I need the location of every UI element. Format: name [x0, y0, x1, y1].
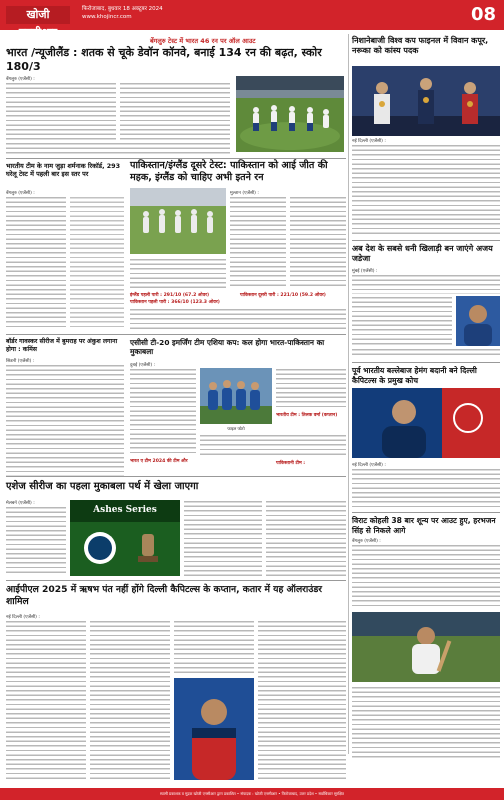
record-list [70, 196, 124, 328]
dateline-web: www.khojincr.com [82, 14, 132, 20]
virat-body [352, 544, 500, 608]
t20-team-label-1: भारत ए टीम 2024 की टीम और [130, 459, 188, 464]
virat-body-bottom [352, 686, 500, 758]
lead-kicker: बेंगलुरु टेस्ट में भारत 46 रन पर ऑल आउट [150, 37, 256, 45]
lead-body-col1 [6, 82, 116, 140]
lead-headline: भारत /न्यूजीलैंड : शतक से चूके डेवॉन कॉनवे, बनाई 134 रन की बढ़त, स्कोर 180/3 [6, 46, 322, 73]
section-rule-4 [6, 580, 346, 581]
lead-body-col3 [6, 142, 230, 154]
paketest-photo [130, 188, 226, 254]
india-a-team-photo [200, 368, 272, 424]
cricket-match-photo [236, 76, 344, 152]
brand-logo: खोजी एनसीआर [6, 6, 70, 24]
t20-body-col3 [200, 434, 346, 458]
t20-photo-caption: फाइल फोटो [227, 426, 245, 431]
dc-byline: नई दिल्ली (एजेंसी) : [352, 463, 386, 468]
paketest-score-2: पाकिस्तान पहली पारी : 366/10 (123.3 ओवर) [130, 300, 220, 305]
dc-headline: पूर्व भारतीय बल्लेबाज हेमंग बदानी बने दिल्ली कैपिटल्स के प्रमुख कोच [352, 366, 477, 385]
ipl-photo [174, 678, 254, 780]
medal-ceremony-photo [352, 66, 500, 136]
hemang-badani-photo [352, 388, 500, 458]
ashes-headline: एशेज सीरीज का पहला मुकाबला पर्थ में खेला जाएगा [6, 481, 199, 492]
paketest-byline: मुल्तान (एजेंसी) : [230, 191, 259, 196]
record-byline: बेंगलुरु (एजेंसी) : [6, 191, 35, 196]
record-body [6, 196, 66, 328]
ashes-byline: मेलबर्न (एजेंसी) : [6, 501, 35, 506]
ipl-body-col2 [90, 620, 170, 780]
paketest-body-col1 [230, 196, 286, 288]
pakistan-team-photo [130, 188, 226, 254]
section-rule [6, 158, 346, 159]
shooting-headline: निशानेबाजी विश्व कप फाइनल में विवान कपूर, नरूका को कांस्य पदक [352, 36, 489, 55]
jadeja-body-top [352, 274, 500, 294]
ipl-byline: नई दिल्ली (एजेंसी) : [6, 615, 40, 620]
paketest-score-1: इंग्लैंड पहली पारी : 291/10 (67.2 ओवर) [130, 293, 210, 298]
t20-team-label-3: पाकिस्तानी टीम : [276, 461, 306, 466]
t20-photo [200, 368, 272, 424]
section-rule-2 [6, 334, 346, 335]
right-rule-3 [352, 512, 500, 513]
masthead-bar [0, 0, 504, 39]
ashes-banner-text: Ashes Series [93, 505, 157, 515]
dateline-date: फिरोजाबाद, बुधवार 18 अक्टूबर 2024 [82, 6, 163, 12]
virat-headline: विराट कोहली 38 बार शून्य पर आउट हुए, हरभजन सिंह से निकले आगे [352, 516, 496, 535]
ashes-body-col3 [266, 500, 346, 576]
lead-body-col2 [120, 82, 230, 140]
virat-photo [352, 612, 500, 682]
shooting-body [352, 144, 500, 236]
virat-kohli-photo [352, 612, 500, 682]
ipl-body-col4 [258, 620, 346, 780]
shooting-photo [352, 66, 500, 136]
right-rule-1 [352, 240, 500, 241]
paketest-body-col3 [130, 258, 226, 288]
page-number: 08 [470, 4, 496, 25]
paketest-body-col4 [130, 308, 346, 330]
dateline [82, 5, 163, 21]
paketest-score-3: पाकिस्तान दूसरी पारी : 221/10 (59.2 ओवर) [240, 293, 326, 298]
dc-body [352, 468, 500, 508]
jadeja-body [352, 296, 452, 346]
column-divider [348, 34, 349, 754]
t20-body-col2 [276, 368, 346, 410]
t20-byline: दुबई (एजेंसी) : [130, 363, 156, 368]
shooting-byline: नई दिल्ली (एजेंसी) : [352, 139, 386, 144]
ipl-body-col3 [174, 620, 254, 674]
ashes-banner [70, 500, 180, 576]
right-rule-2 [352, 362, 500, 363]
bgt-byline: सिडनी (एजेंसी) : [6, 359, 35, 364]
imprint-footer: स्वामी प्रकाशक व मुद्रक खोजी एनसीआर द्वारा प्रकाशित • संपादक : खोजी एनसीआर • फिरोजाबाद, उत्तर प्रदेश • सर्वाधिकार सुरक्षित [0, 788, 504, 800]
rishabh-pant-photo [174, 678, 254, 780]
paketest-headline: पाकिस्तान/इंग्लैंड दूसरे टेस्ट: पाकिस्तान को आई जीत की महक, इंग्लैंड को चाहिए अभी इतने रन [130, 160, 328, 184]
record-headline: भारतीय टीम के नाम जुड़ा शर्मनाक रिकॉर्ड, 293 घरेलू टेस्ट में पहली बार इस स्तर पर [6, 162, 121, 179]
lead-byline: बेंगलुरु (एजेंसी) : [6, 77, 35, 82]
ashes-body-col1 [6, 506, 66, 576]
bgt-body [6, 364, 124, 476]
lead-photo [236, 76, 344, 152]
ipl-headline: आईपीएल 2025 में ऋषभ पंत नहीं होंगे दिल्ली कैपिटल्स के कप्तान, कतार में यह ऑलराउंडर शामिल [6, 584, 323, 607]
jadeja-headline: अब देश के सबसे धनी खिलाड़ी बन जाएंगे अजय जडेजा [352, 244, 493, 263]
jadeja-body-bottom [352, 348, 500, 358]
t20-headline: एसीसी टी-20 इमर्जिंग टीम एशिया कप: कल होगा भारत-पाकिस्तान का मुकाबला [130, 338, 325, 357]
jadeja-photo [456, 296, 500, 346]
dc-photo [352, 388, 500, 458]
paketest-body-col2 [290, 196, 346, 288]
jadeja-byline: मुंबई (एजेंसी) : [352, 269, 378, 274]
ashes-body-col2 [184, 500, 262, 576]
virat-byline: बेंगलुरु (एजेंसी) : [352, 539, 381, 544]
t20-team-label-2: भारतीय टीम : तिलक वर्मा (कप्तान) [276, 413, 338, 418]
bgt-headline: बॉर्डर गावस्कर सीरीज में बुमराह पर अंकुश लगाना होगा : कमिंस [6, 338, 118, 354]
t20-body-col1 [130, 368, 196, 456]
ipl-body-col1 [6, 620, 86, 780]
section-rule-3 [6, 476, 346, 477]
jadeja-portrait [456, 296, 500, 346]
